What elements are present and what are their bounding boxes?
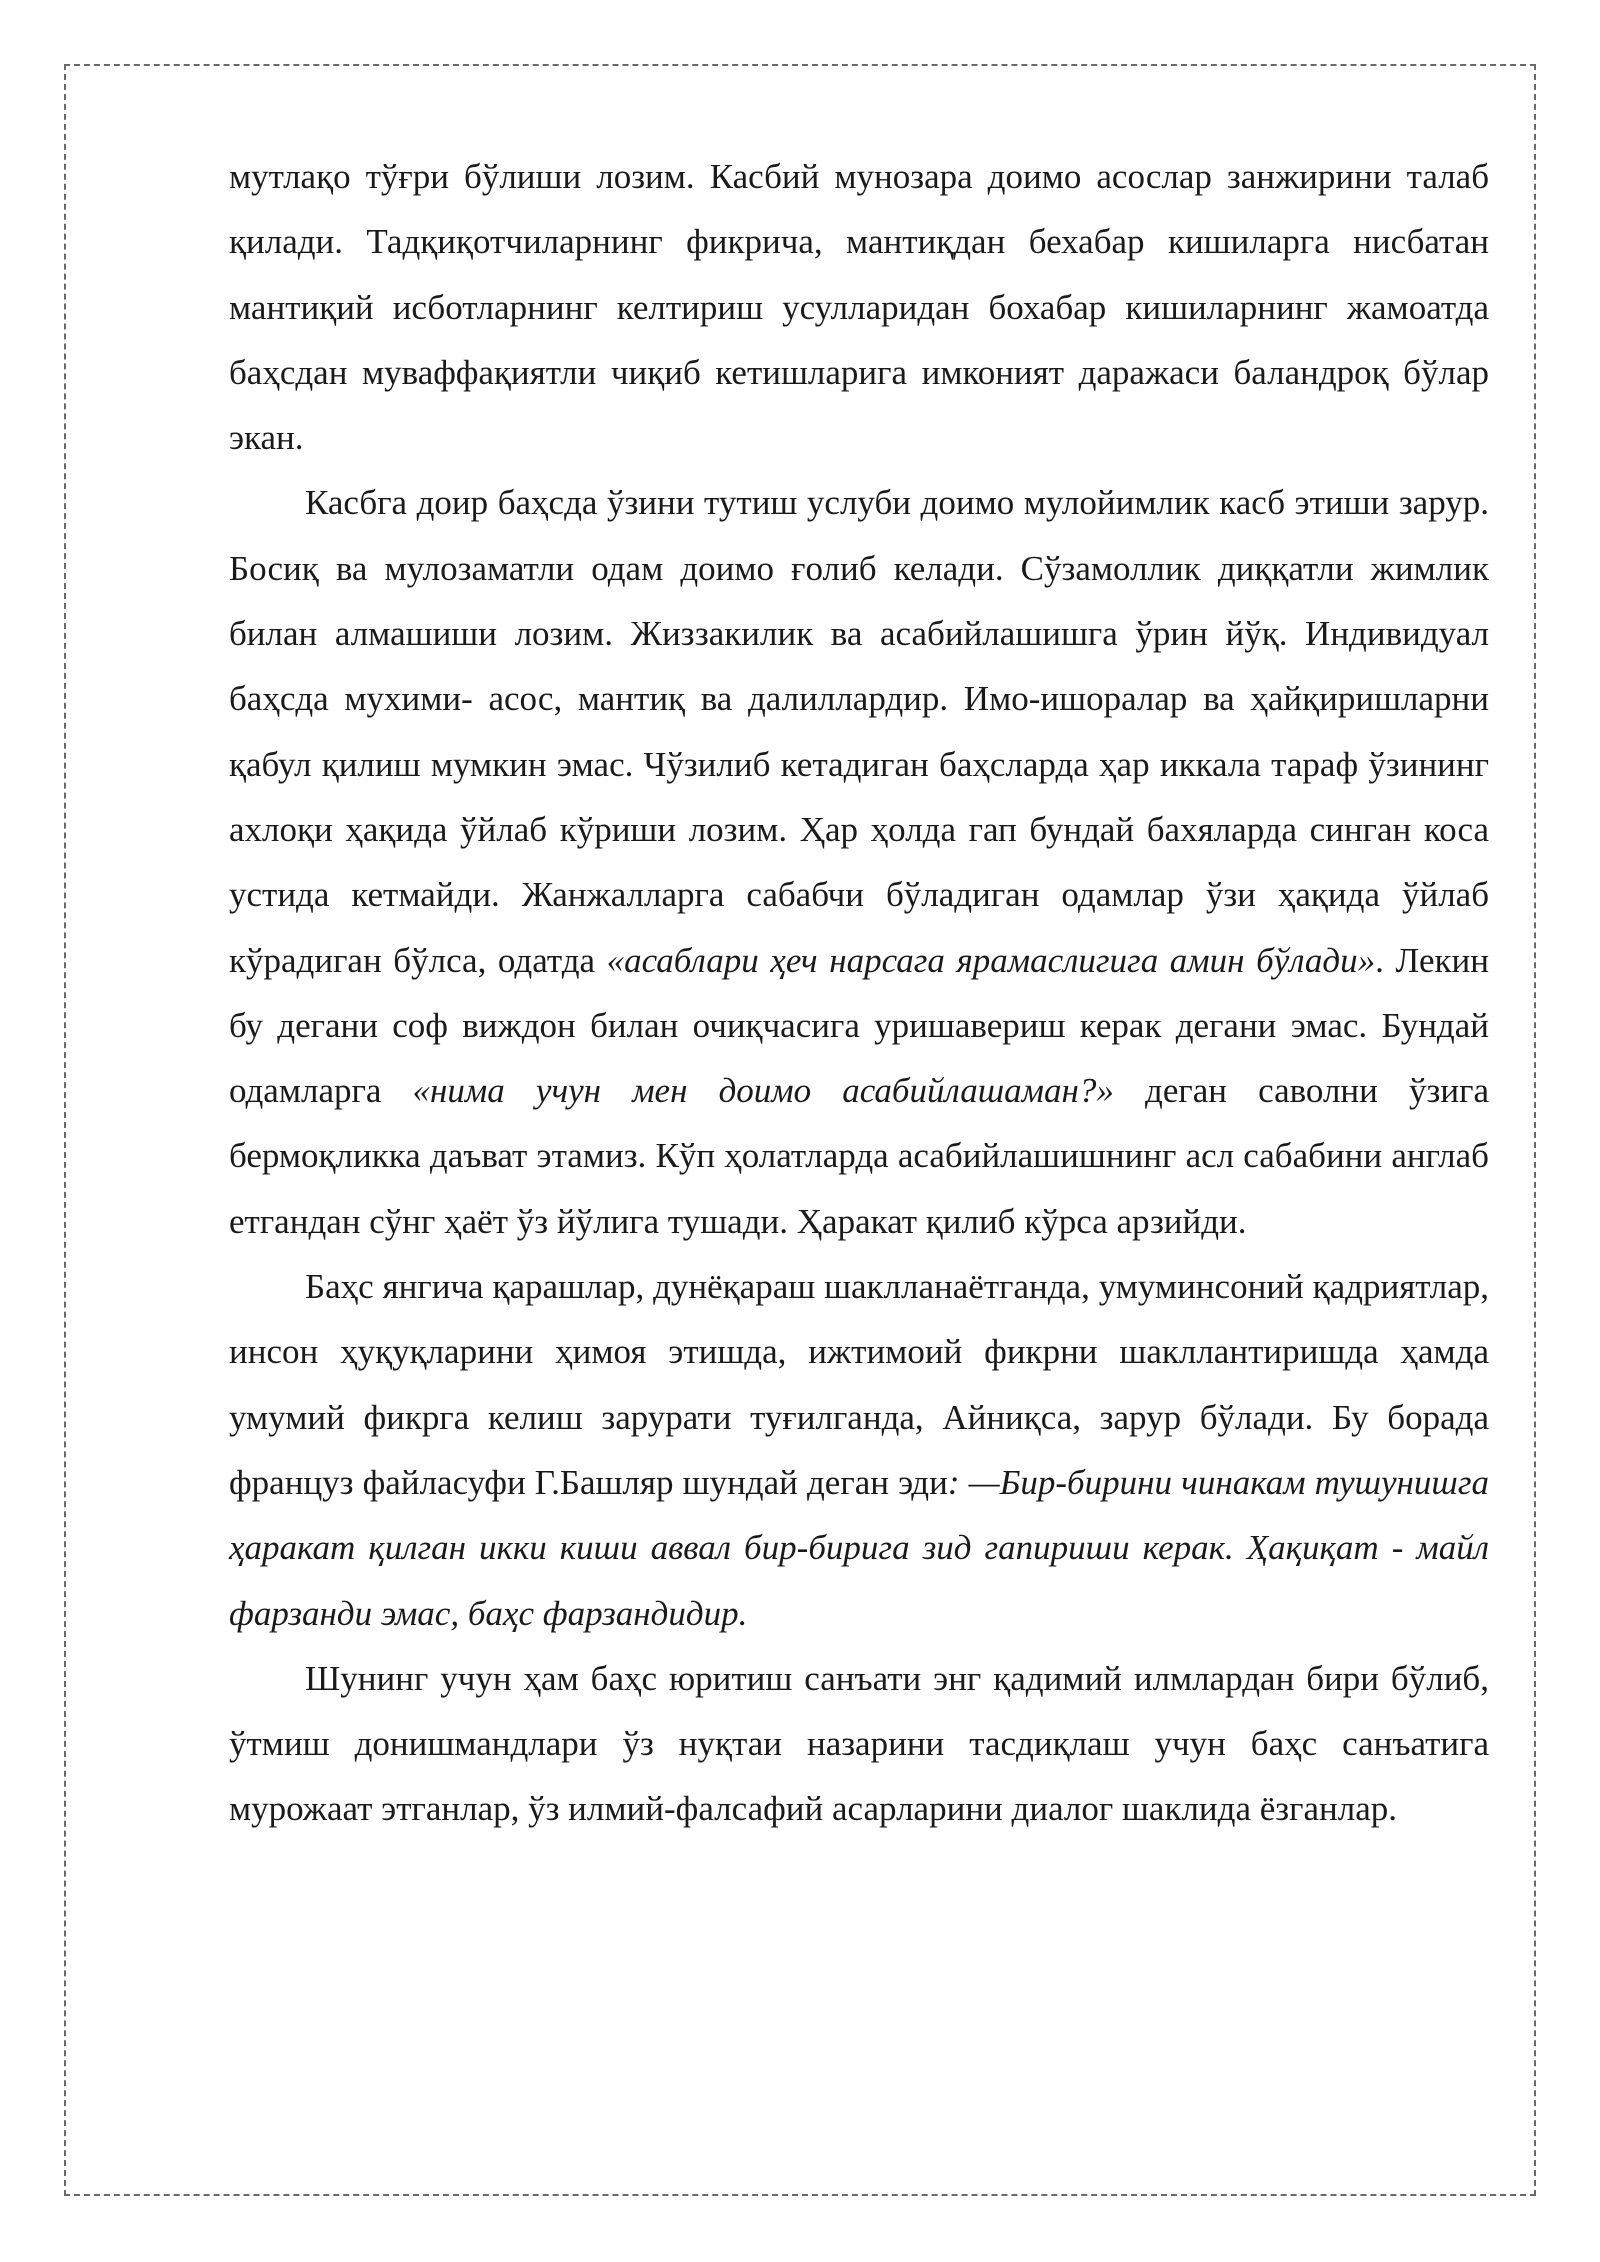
document-body: [229, 144, 1489, 1842]
paragraph-2-quote-2: «нима учун мен доимо асабийлашаман?»: [412, 1071, 1114, 1111]
paragraph-2-text-start: Касбга доир баҳсда ўзини тутиш услуби доимо мулойимлик касб этиши зарур. Босиқ ва мулозаматли одам доимо ғолиб келади. Сўзамоллик диққатли жимлик билан алмашиши лозим. Жиззакилик ва асабийлашишга ўрин йўқ. Индивидуал баҳсда мухими- асос, мантиқ ва далиллардир. Имо-ишоралар ва ҳайқиришларни қабул қилиш мумкин эмас. Чўзилиб кетадиган баҳсларда ҳар иккала тараф ўзининг ахлоқи ҳақида ўйлаб кўриши лозим. Ҳар ҳолда гап бундай бахяларда синган коса устида кетмайди. Жанжалларга сабабчи бўладиган одамлар ўзи ҳақида ўйлаб кўрадиган бўлса, одатда: [229, 483, 1489, 980]
paragraph-3-text: Баҳс янгича қарашлар, дунёқараш шаклланаётганда, умуминсоний қадриятлар, инсон ҳуқуқларини ҳимоя этишда, ижтимоий фикрни шакллантиришда ҳамда умумий фикрга келиш зарурати туғилганда, Айниқса, зарур бўлади. Бу борада француз файласуфи Г.Башляр шундай деган эди: [229, 1267, 1489, 1502]
paragraph-4: [229, 1646, 1489, 1842]
paragraph-2-text-end: деган саволни ўзига бермоқликка даъват этамиз. Кўп ҳолатларда асабийлашишнинг асл сабабини англаб етгандан сўнг ҳаёт ўз йўлига тушади. Ҳаракат қилиб кўрса арзийди.: [229, 1071, 1489, 1241]
paragraph-3: [229, 1254, 1489, 1646]
paragraph-3-quote: : —Бир-бирини чинакам тушунишга ҳаракат қилган икки киши аввал бир-бирига зид гапириши керак. Ҳақиқат - майл фарзанди эмас, баҳс фарзандидир.: [229, 1462, 1489, 1633]
paragraph-2-quote-1: «асаблари ҳеч нарсага ярамаслигига амин бўлади»: [606, 940, 1376, 980]
paragraph-1: [229, 144, 1489, 470]
paragraph-1-text: мутлақо тўғри бўлиши лозим. Касбий мунозара доимо асослар занжирини талаб қилади. Тадқиқотчиларнинг фикрича, мантиқдан бехабар кишиларга нисбатан мантиқий исботларнинг келтириш усулларидан бохабар кишиларнинг жамоатда баҳсдан муваффақиятли чиқиб кетишларига имконият даражаси баландроқ бўлар экан.: [229, 157, 1489, 458]
paragraph-2: [229, 470, 1489, 1254]
paragraph-2-text-middle: . Лекин бу дегани соф виждон билан очиқчасига уришавериш керак дегани эмас. Бундай одамларга: [229, 940, 1489, 1111]
paragraph-4-text: Шунинг учун ҳам баҳс юритиш санъати энг қадимий илмлардан бири бўлиб, ўтмиш донишмандлари ўз нуқтаи назарини тасдиқлаш учун баҳс санъатига мурожаат этганлар, ўз илмий-фалсафий асарларини диалог шаклида ёзганлар.: [229, 1658, 1489, 1829]
